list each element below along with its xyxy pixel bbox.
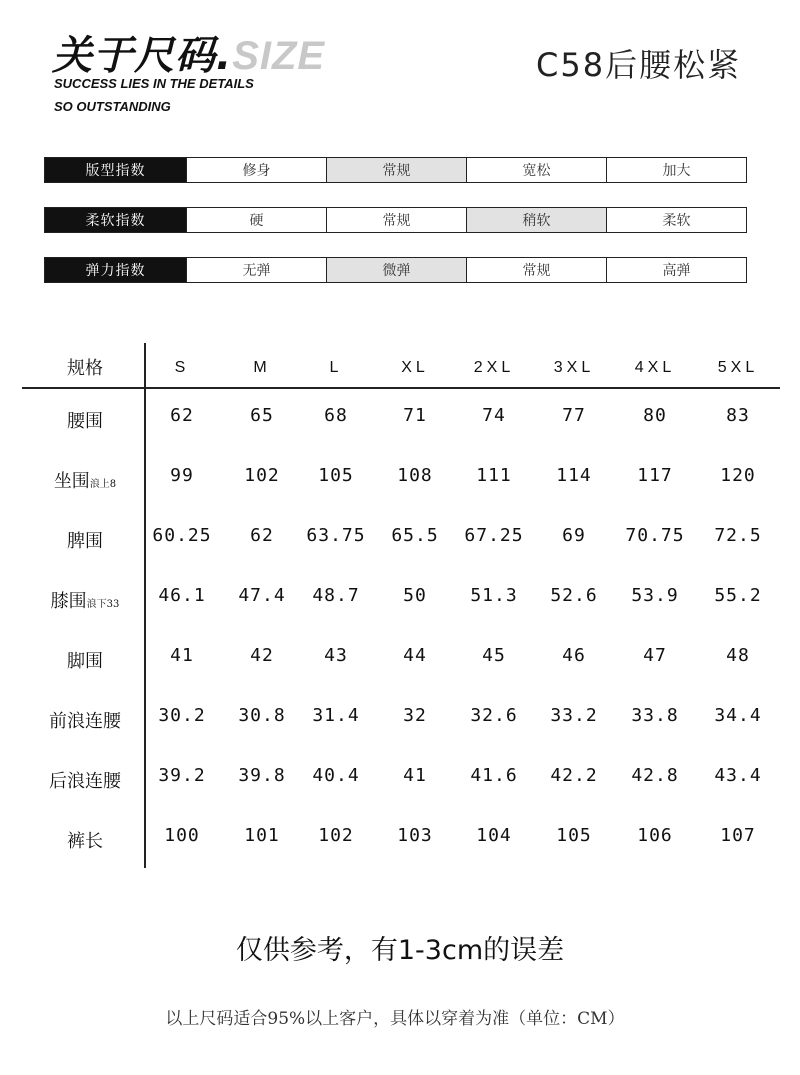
size-header: 5XL: [717, 359, 759, 376]
row-label: [30, 527, 140, 553]
size-cell: 47.4: [238, 585, 286, 606]
size-cell: 67.25: [464, 525, 524, 546]
size-cell: 43.4: [714, 765, 762, 786]
size-cell: 40.4: [312, 765, 360, 786]
size-cell: 60.25: [152, 525, 212, 546]
size-cell: 48.7: [312, 585, 360, 606]
subtitle-1: SUCCESS LIES IN THE DETAILS: [54, 76, 254, 91]
size-cell: 31.4: [312, 705, 360, 726]
footer-note: 以上尺码适合95%以上客户，具体以穿着为准（单位：CM）: [165, 1009, 625, 1029]
size-cell: 51.3: [470, 585, 518, 606]
index-option: 宽松: [466, 158, 606, 182]
size-cell: 42.8: [631, 765, 679, 786]
size-cell: 32.6: [470, 705, 518, 726]
index-option: 常规: [326, 208, 466, 232]
size-cell: 34.4: [714, 705, 762, 726]
size-cell: 62: [250, 525, 274, 546]
size-cell: 100: [164, 825, 200, 846]
size-cell: 45: [482, 645, 506, 666]
size-cell: 62: [170, 405, 194, 426]
table-corner-label: 规格: [67, 358, 103, 379]
row-label-text: 脚围: [67, 651, 103, 672]
row-label-text: 前浪连腰: [49, 711, 121, 732]
size-header: M: [253, 359, 271, 376]
row-label-text: 膝围: [50, 591, 87, 612]
size-cell: 42: [250, 645, 274, 666]
title-en: SIZE: [232, 34, 326, 78]
size-cell: 104: [476, 825, 512, 846]
size-header: L: [329, 359, 343, 376]
size-cell: 114: [556, 465, 592, 486]
row-label: [30, 587, 140, 613]
size-cell: 48: [726, 645, 750, 666]
index-option-selected: 稍软: [466, 208, 606, 232]
tolerance-note: 仅供参考，有1-3cm的误差: [235, 935, 565, 966]
size-cell: 44: [403, 645, 427, 666]
size-cell: 80: [643, 405, 667, 426]
size-cell: 83: [726, 405, 750, 426]
size-cell: 43: [324, 645, 348, 666]
size-cell: 47: [643, 645, 667, 666]
row-label-text: 坐围: [53, 471, 90, 492]
index-option: 高弹: [606, 258, 746, 282]
size-cell: 111: [476, 465, 512, 486]
size-cell: 74: [482, 405, 506, 426]
size-cell: 65.5: [391, 525, 439, 546]
index-option-selected: 常规: [326, 158, 466, 182]
size-cell: 33.8: [631, 705, 679, 726]
index-row: [44, 157, 747, 183]
table-header-divider: [22, 387, 780, 389]
index-row: [44, 207, 747, 233]
index-option: 硬: [186, 208, 326, 232]
row-label: [30, 647, 140, 673]
size-cell: 106: [637, 825, 673, 846]
size-cell: 68: [324, 405, 348, 426]
index-label: 版型指数: [45, 158, 186, 182]
size-header: XL: [401, 359, 429, 376]
index-option: 无弹: [186, 258, 326, 282]
size-cell: 41: [403, 765, 427, 786]
size-cell: 108: [397, 465, 433, 486]
row-label-text: 脾围: [67, 531, 103, 552]
page-title: [52, 24, 325, 81]
index-option: 柔软: [606, 208, 746, 232]
size-header: S: [174, 359, 190, 376]
size-cell: 30.8: [238, 705, 286, 726]
size-cell: 33.2: [550, 705, 598, 726]
row-label: [30, 407, 140, 433]
index-label: 弹力指数: [45, 258, 186, 282]
size-cell: 107: [720, 825, 756, 846]
size-cell: 69: [562, 525, 586, 546]
title-cn: 关于尺码.: [52, 33, 233, 79]
index-option-selected: 微弹: [326, 258, 466, 282]
size-cell: 65: [250, 405, 274, 426]
row-label-text: 后浪连腰: [49, 771, 121, 792]
index-option: 常规: [466, 258, 606, 282]
size-cell: 41.6: [470, 765, 518, 786]
size-cell: 101: [244, 825, 280, 846]
size-cell: 77: [562, 405, 586, 426]
size-cell: 39.2: [158, 765, 206, 786]
row-label-note: 浪上8: [89, 479, 117, 490]
size-cell: 117: [637, 465, 673, 486]
size-cell: 46: [562, 645, 586, 666]
size-cell: 32: [403, 705, 427, 726]
size-cell: 72.5: [714, 525, 762, 546]
size-cell: 39.8: [238, 765, 286, 786]
row-label: [30, 827, 140, 853]
size-cell: 46.1: [158, 585, 206, 606]
size-cell: 120: [720, 465, 756, 486]
size-cell: 63.75: [306, 525, 366, 546]
row-label-note: 浪下33: [86, 599, 120, 610]
row-label: [30, 467, 140, 493]
size-cell: 52.6: [550, 585, 598, 606]
subtitle-2: SO OUTSTANDING: [54, 99, 171, 114]
size-cell: 102: [318, 825, 354, 846]
size-header: 3XL: [553, 359, 595, 376]
size-cell: 99: [170, 465, 194, 486]
size-cell: 53.9: [631, 585, 679, 606]
size-cell: 30.2: [158, 705, 206, 726]
index-label: 柔软指数: [45, 208, 186, 232]
size-header: 2XL: [473, 359, 515, 376]
size-cell: 41: [170, 645, 194, 666]
size-cell: 103: [397, 825, 433, 846]
row-label-text: 裤长: [67, 831, 103, 852]
size-cell: 55.2: [714, 585, 762, 606]
size-cell: 42.2: [550, 765, 598, 786]
size-cell: 102: [244, 465, 280, 486]
product-code: C58后腰松紧: [536, 46, 742, 84]
row-label: [30, 707, 140, 733]
size-cell: 105: [556, 825, 592, 846]
size-cell: 70.75: [625, 525, 685, 546]
size-header: 4XL: [634, 359, 676, 376]
index-row: [44, 257, 747, 283]
row-label-text: 腰围: [67, 411, 103, 432]
row-label: [30, 767, 140, 793]
index-option: 加大: [606, 158, 746, 182]
size-cell: 105: [318, 465, 354, 486]
index-option: 修身: [186, 158, 326, 182]
size-cell: 50: [403, 585, 427, 606]
size-cell: 71: [403, 405, 427, 426]
